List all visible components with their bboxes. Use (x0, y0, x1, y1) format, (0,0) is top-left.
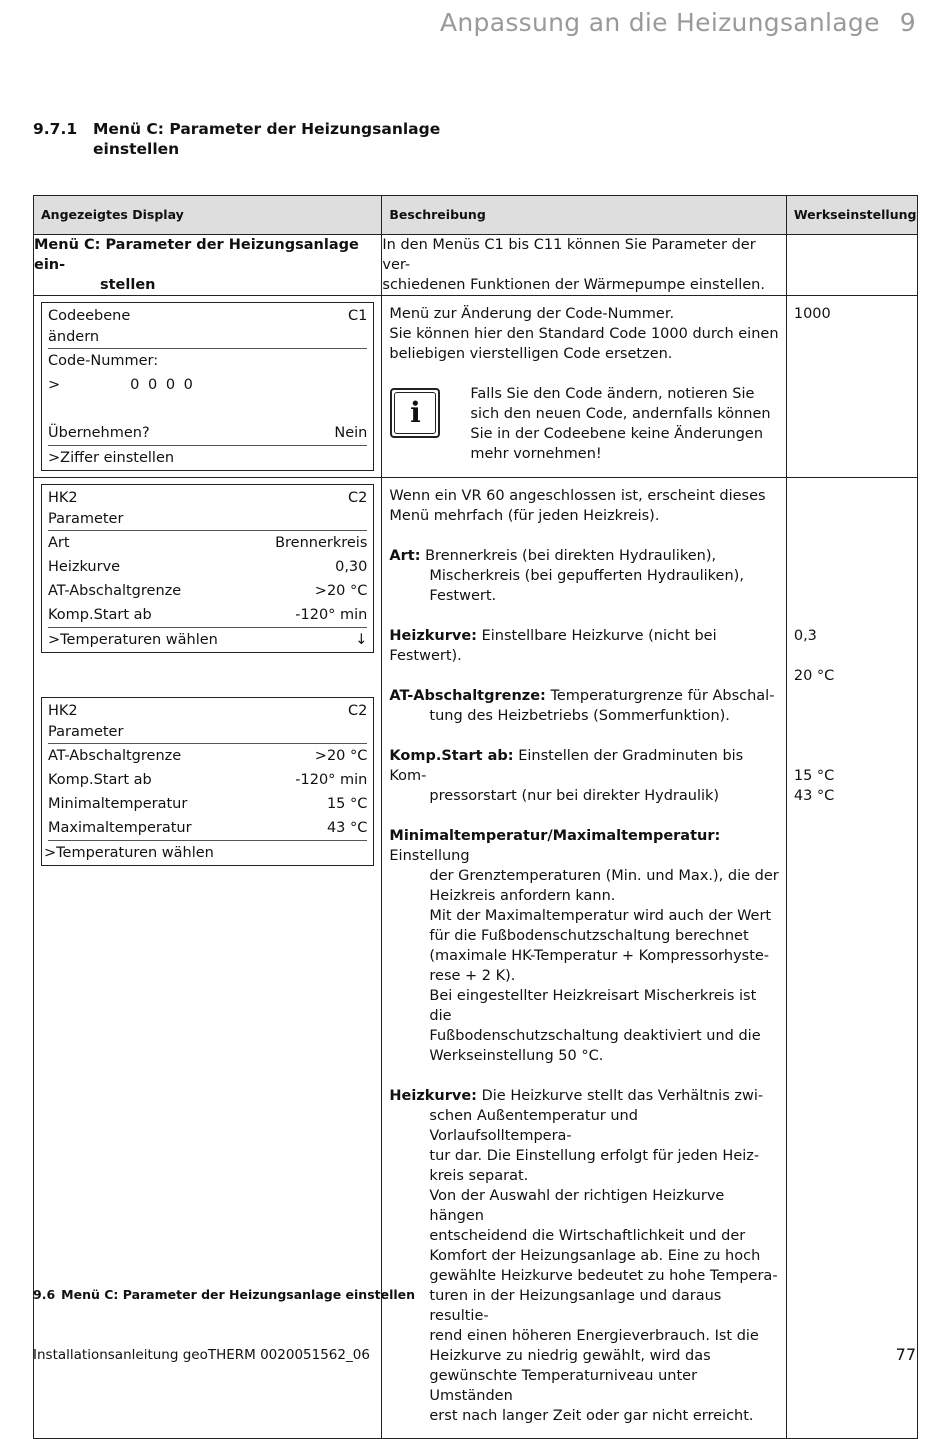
default-at: 20 °C (793, 668, 835, 684)
default-heizkurve: 0,3 (793, 628, 817, 644)
info-icon: i (390, 388, 440, 438)
footer-text: Installationsanleitung geoTHERM 0020051562_06 (33, 1347, 370, 1363)
col-header-description: Beschreibung (382, 196, 786, 235)
code-digits: 0 0 0 0 (130, 377, 195, 393)
page-header (440, 8, 916, 37)
section-number: 9.7.1 (33, 120, 78, 138)
arrow-down-icon: ↓ (355, 632, 368, 648)
parameter-table (33, 195, 918, 1439)
menu-c-title-cell: Menü C: Parameter der Heizungsanlage ein- stellen (34, 235, 382, 296)
display-c2-page1: HK2 C2 Parameter Art Brennerkreis Heizkurve 0,30 AT-Abschaltgrenze >20 °C Komp.Start ab -120° min >Temperaturen wählen ↓ (41, 484, 374, 653)
display-c1: Codeebene C1 ändern Code-Nummer: > 0 0 0 0 Übernehmen? Nein >Ziffer einstellen (41, 302, 374, 471)
c2-description: Wenn ein VR 60 angeschlossen ist, erscheint dieses Menü mehrfach (für jeden Heizkreis). Art: Brennerkreis (bei direkten Hydrauliken), Mischerkreis (bei gepufferten Hydrauliken), Festwert. Heizkurve: Einstellbare Heizkurve (nicht bei Festwert). AT-Abschaltgrenze: Temperaturgrenze für Abschal- tung des Heizbetriebs (Sommerfunktion). Komp.Start ab: Einstellen der Gradminuten bis Kom- pressorstart (nur bei direkter Hydraulik) Minimaltemperatur/Maximaltemperatur: Einstellung der Grenztemperaturen (Min. und Max.), die der Heizkreis anfordern kann. Mit der Maximaltemperatur wird auch der Wert für die Fußbodenschutzschaltung berechnet (maximale HK-Temperatur + Kompressorhyste- rese + 2 K). Bei eingestellter Heizkreisart Mischerkreis ist die Fußbodenschutzschaltung deaktiviert und die Werkseinstellung 50 °C. Heizkurve: Die Heizkurve stellt das Verhältnis zwi- schen Außentemperatur und Vorlaufsolltempera- tur dar. Die Einstellung erfolgt für jeden Heiz- kreis separat. Von der Auswahl der richtigen Heizkurve hängen entscheidend die Wirtschaftlichkeit und der Komfort der Heizungsanlage ab. Eine zu hoch gewählte Heizkurve bedeutet zu hohe Tempera- turen in der Heizungsanlage und daraus resultie- rend einen höheren Energieverbrauch. Ist die Heizkurve zu niedrig gewählt, wird das gewünschte Temperaturniveau unter Umständen erst nach langer Zeit oder gar nicht erreicht. (389, 488, 779, 1424)
table-row (34, 296, 918, 478)
section-title: Menü C: Parameter der Heizungsanlage einstellen (93, 120, 441, 158)
menu-c-description: In den Menüs C1 bis C11 können Sie Parameter der ver- schiedenen Funktionen der Wärmepumpe einstellen. (382, 235, 786, 296)
table-caption: 9.6 Menü C: Parameter der Heizungsanlage einstellen (33, 1287, 416, 1302)
c1-default: 1000 (793, 306, 831, 322)
note-text: Falls Sie den Code ändern, notieren Sie sich den neuen Code, andernfalls können Sie in der Codeebene keine Änderungen mehr vornehmen! (470, 386, 771, 462)
chapter-number: 9 (899, 8, 916, 37)
table-header-row (34, 196, 918, 235)
chapter-title: Anpassung an die Heizungsanlage (440, 8, 880, 37)
default-max: 43 °C (793, 788, 835, 804)
info-note (389, 384, 778, 464)
c2-defaults (787, 478, 917, 814)
section-heading (33, 119, 440, 159)
c1-description: Menü zur Änderung der Code-Nummer. Sie können hier den Standard Code 1000 durch einen beliebigen vierstelligen Code ersetzen. i Falls Sie den Code ändern, notieren Sie sich den neuen Code, andernfalls können Sie in der Codeebene keine Änderungen mehr vornehmen! (389, 306, 779, 462)
default-min: 15 °C (793, 768, 835, 784)
col-header-default: Werkseinstellung (786, 196, 917, 235)
table-row (34, 235, 918, 296)
col-header-display: Angezeigtes Display (34, 196, 382, 235)
page-number: 77 (895, 1345, 916, 1364)
display-c2-page2: HK2 C2 Parameter AT-Abschaltgrenze >20 °C Komp.Start ab -120° min Minimaltemperatur 15 °C Maximaltemperatur 43 °C >Temperaturen wählen (41, 697, 374, 866)
